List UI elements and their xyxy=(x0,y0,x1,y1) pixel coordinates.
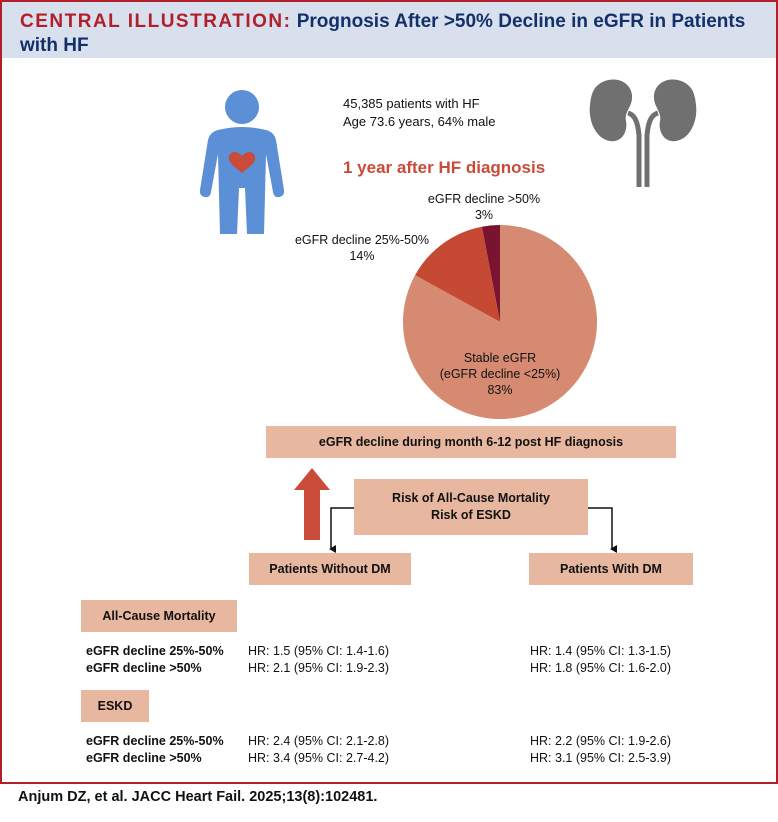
risk-eskd-text: Risk of ESKD xyxy=(431,508,511,522)
mortality-row-with-dm: HR: 1.8 (95% CI: 1.6-2.0) xyxy=(530,661,672,675)
slice-name-stable: Stable eGFR xyxy=(463,351,537,365)
cohort-demographics: Age 73.6 years, 64% male xyxy=(343,114,496,129)
slice-name-decline-over-50: eGFR decline >50% xyxy=(427,192,541,206)
slice-value-decline-over-50: 3% xyxy=(474,208,494,222)
slice-name-decline-25-50: eGFR decline 25%-50% xyxy=(294,233,430,247)
slice-value-decline-25-50: 14% xyxy=(349,249,375,263)
citation: Anjum DZ, et al. JACC Heart Fail. 2025;13(8):102481. xyxy=(18,789,378,805)
cohort-size: 45,385 patients with HF xyxy=(343,96,480,111)
mortality-row-without-dm: HR: 2.1 (95% CI: 1.9-2.3) xyxy=(248,661,390,675)
analysis-window-box: eGFR decline during month 6-12 post HF diagnosis xyxy=(266,426,676,458)
mortality-row-label: eGFR decline 25%-50% xyxy=(86,644,224,658)
mortality-row-with-dm: HR: 1.4 (95% CI: 1.3-1.5) xyxy=(530,644,672,658)
slice-value-stable: 83% xyxy=(487,383,513,397)
eskd-row-with-dm: HR: 3.1 (95% CI: 2.5-3.9) xyxy=(530,751,672,765)
eskd-row-label: eGFR decline 25%-50% xyxy=(86,734,224,748)
risk-mortality-text: Risk of All-Cause Mortality xyxy=(392,491,550,505)
mortality-row-without-dm: HR: 1.5 (95% CI: 1.4-1.6) xyxy=(248,644,390,658)
eskd-section-box: ESKD xyxy=(81,690,149,722)
slice-sublabel-stable: (eGFR decline <25%) xyxy=(439,367,561,381)
mortality-row-label: eGFR decline >50% xyxy=(86,661,202,675)
eskd-row-with-dm: HR: 2.2 (95% CI: 1.9-2.6) xyxy=(530,734,672,748)
eskd-row-without-dm: HR: 2.4 (95% CI: 2.1-2.8) xyxy=(248,734,390,748)
without-dm-box: Patients Without DM xyxy=(249,553,411,585)
mortality-section-box: All-Cause Mortality xyxy=(81,600,237,632)
eskd-row-label: eGFR decline >50% xyxy=(86,751,202,765)
eskd-row-without-dm: HR: 3.4 (95% CI: 2.7-4.2) xyxy=(248,751,390,765)
timepoint-label: 1 year after HF diagnosis xyxy=(343,158,546,177)
title-main: Prognosis After >50% Decline in eGFR in Patients with HF xyxy=(20,11,746,56)
with-dm-box: Patients With DM xyxy=(529,553,693,585)
title-prefix: CENTRAL ILLUSTRATION: xyxy=(20,11,292,32)
